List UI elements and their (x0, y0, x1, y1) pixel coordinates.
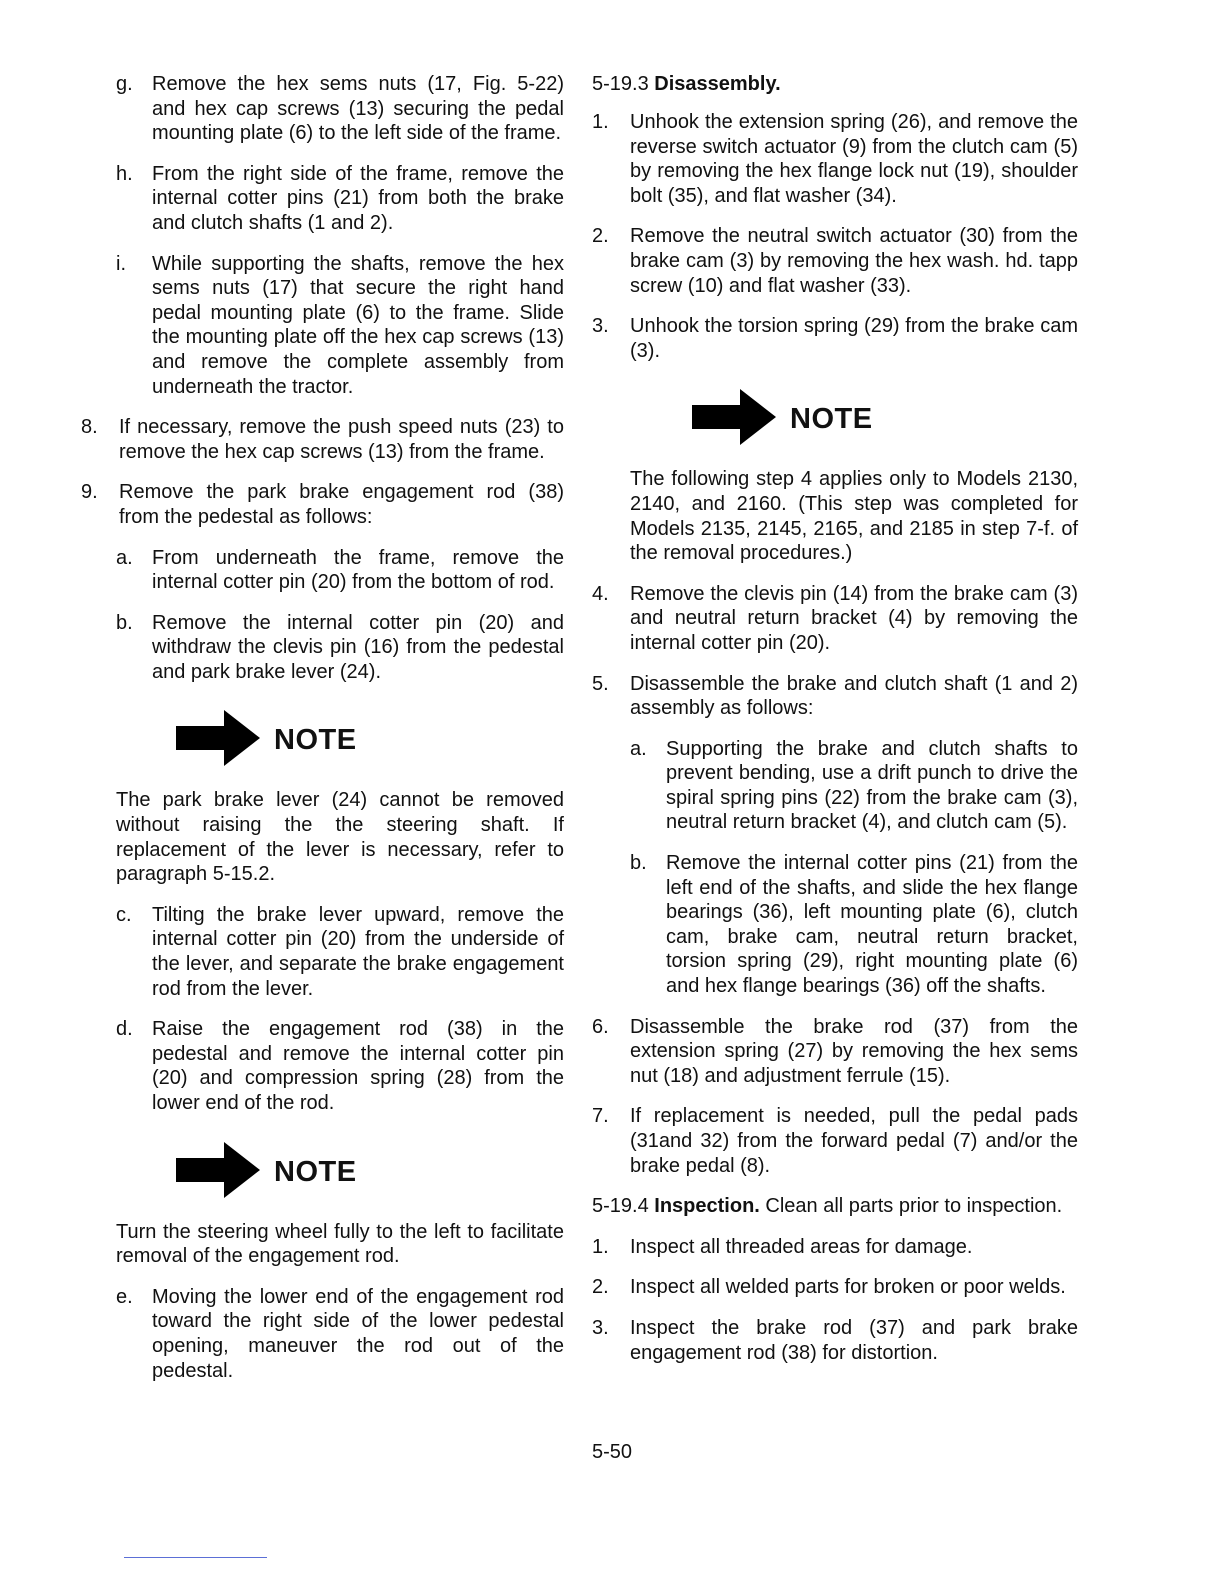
item-marker: d. (116, 1018, 133, 1041)
step-marker: 2. (592, 225, 609, 248)
list-item (592, 582, 1078, 656)
note-text: The following step 4 applies only to Models 2130, 2140, and 2160. (This step was completed for Models 2135, 2145, 2165, and 2185 in step 7-f. of the removal procedures.) (630, 468, 1078, 565)
section-title: Disassembly. (654, 73, 781, 95)
section-heading (592, 72, 1078, 96)
item-marker: b. (630, 852, 647, 875)
left-column (78, 72, 564, 1399)
arrow-right-icon (176, 710, 260, 766)
list-item (592, 1015, 1078, 1089)
step-marker: 9. (81, 481, 98, 504)
item-text: From the right side of the frame, remove the internal cotter pins (21) from both the brake and clutch shafts (1 and 2). (152, 162, 564, 234)
step-text: Remove the clevis pin (14) from the brake cam (3) and neutral return bracket (4) by removing the internal cotter pin (20). (630, 582, 1078, 654)
list-item (592, 314, 1078, 363)
note-callout (692, 389, 1078, 449)
step-marker: 3. (592, 1316, 609, 1339)
list-item (592, 1104, 1078, 1178)
list-item (592, 110, 1078, 208)
step-text: If replacement is needed, pull the pedal pads (31and 32) from the forward pedal (7) and/or the brake pedal (8). (630, 1105, 1078, 1177)
item-text: Raise the engagement rod (38) in the pedestal and remove the internal cotter pin (20) and compression spring (28) from the lower end of the rod. (152, 1018, 564, 1114)
section-number: 5-19.4 (592, 1195, 649, 1218)
list-item (592, 672, 1078, 721)
note-callout (176, 1142, 564, 1202)
item-marker: h. (116, 162, 133, 185)
footer-rule (124, 1557, 267, 1558)
list-item (592, 1235, 1078, 1260)
item-marker: c. (116, 903, 132, 926)
step-text: Remove the neutral switch actuator (30) from the brake cam (3) by removing the hex wash. hd. tapp screw (10) and flat washer (33). (630, 225, 1078, 297)
list-item (81, 480, 564, 529)
note-text: The park brake lever (24) cannot be removed without raising the the steering shaft. If replacement of the lever is necessary, refer to paragraph 5-15.2. (116, 789, 564, 886)
note-label: NOTE (790, 403, 873, 436)
step-marker: 3. (592, 315, 609, 338)
list-item (116, 546, 564, 595)
step-marker: 6. (592, 1015, 609, 1038)
item-marker: g. (116, 73, 133, 95)
note-callout (176, 710, 564, 770)
item-marker: b. (116, 611, 133, 634)
item-marker: e. (116, 1285, 133, 1308)
arrow-right-icon (692, 389, 776, 445)
step-marker: 1. (592, 1235, 609, 1258)
step-text: If necessary, remove the push speed nuts (23) to remove the hex cap screws (13) from the frame. (119, 416, 564, 463)
item-text: Remove the internal cotter pins (21) from the left end of the shafts, and slide the hex flange bearings (36), left mounting plate (6), clutch cam, brake cam, neutral return bracket, torsion spring (29), right mounting plate (6) and hex flange bearings (36) off the shafts. (666, 852, 1078, 998)
list-item (116, 72, 564, 146)
step-marker: 8. (81, 416, 98, 439)
item-text: From underneath the frame, remove the internal cotter pin (20) from the bottom of rod. (152, 546, 564, 594)
note-label: NOTE (274, 1155, 357, 1188)
step-text: Remove the park brake engagement rod (38) from the pedestal as follows: (119, 481, 564, 528)
step-text: Unhook the torsion spring (29) from the brake cam (3). (630, 315, 1078, 362)
list-item (81, 415, 564, 464)
step-marker: 7. (592, 1105, 609, 1128)
step-marker: 1. (592, 111, 609, 133)
list-item (116, 1017, 564, 1115)
arrow-right-icon (176, 1142, 260, 1198)
list-item (592, 1275, 1078, 1300)
section-intro: Clean all parts prior to inspection. (765, 1195, 1063, 1218)
list-item (116, 252, 564, 400)
section-title: Inspection. (654, 1195, 760, 1218)
item-text: While supporting the shafts, remove the hex sems nuts (17) that secure the right hand pedal mounting plate (6) to the frame. Slide the mounting plate off the hex cap screws (13) and remove the complete assembly from underneath the tractor. (152, 252, 564, 398)
section-paragraph (592, 1194, 1078, 1219)
page-number: 5-50 (591, 1441, 633, 1463)
step-marker: 4. (592, 582, 609, 605)
step-text: Inspect the brake rod (37) and park brake engagement rod (38) for distortion. (630, 1316, 1078, 1364)
step-text: Disassemble the brake and clutch shaft (1 and 2) assembly as follows: (630, 672, 1078, 720)
list-item (592, 224, 1078, 298)
list-item (116, 903, 564, 1001)
list-item (592, 1316, 1078, 1365)
step-text: Unhook the extension spring (26), and remove the reverse switch actuator (9) from the clutch cam (5) by removing the hex flange lock nut (19), shoulder bolt (35), and flat washer (34). (630, 111, 1078, 207)
note-label: NOTE (274, 724, 357, 757)
item-text: Remove the internal cotter pin (20) and withdraw the clevis pin (16) from the pedestal and park brake lever (24). (152, 611, 564, 683)
step-marker: 5. (592, 672, 609, 695)
list-item (630, 737, 1078, 835)
step-text: Disassemble the brake rod (37) from the extension spring (27) by removing the hex sems nut (18) and adjustment ferrule (15). (630, 1015, 1078, 1087)
list-item (116, 162, 564, 236)
item-text: Moving the lower end of the engagement rod toward the right side of the lower pedestal opening, maneuver the rod out of the pedestal. (152, 1285, 564, 1382)
item-marker: a. (630, 737, 647, 760)
step-marker: 2. (592, 1276, 609, 1299)
item-text: Supporting the brake and clutch shafts to prevent bending, use a drift punch to drive the spiral spring pins (22) from the brake cam (3), neutral return bracket (4), and clutch cam (5). (666, 737, 1078, 834)
item-marker: a. (116, 546, 133, 569)
section-number: 5-19.3 (592, 73, 649, 95)
list-item (630, 851, 1078, 999)
item-text: Tilting the brake lever upward, remove the internal cotter pin (20) from the underside of the lever, and separate the brake engagement rod from the lever. (152, 903, 564, 1000)
note-text: Turn the steering wheel fully to the left to facilitate removal of the engagement rod. (116, 1220, 564, 1268)
item-marker: i. (116, 252, 126, 275)
step-text: Inspect all welded parts for broken or poor welds. (630, 1276, 1066, 1299)
item-text: Remove the hex sems nuts (17, Fig. 5-22) and hex cap screws (13) securing the pedal mounting plate (6) to the left side of the frame. (152, 73, 564, 145)
list-item (116, 611, 564, 685)
step-text: Inspect all threaded areas for damage. (630, 1235, 973, 1258)
right-column (592, 72, 1078, 1381)
list-item (116, 1285, 564, 1383)
